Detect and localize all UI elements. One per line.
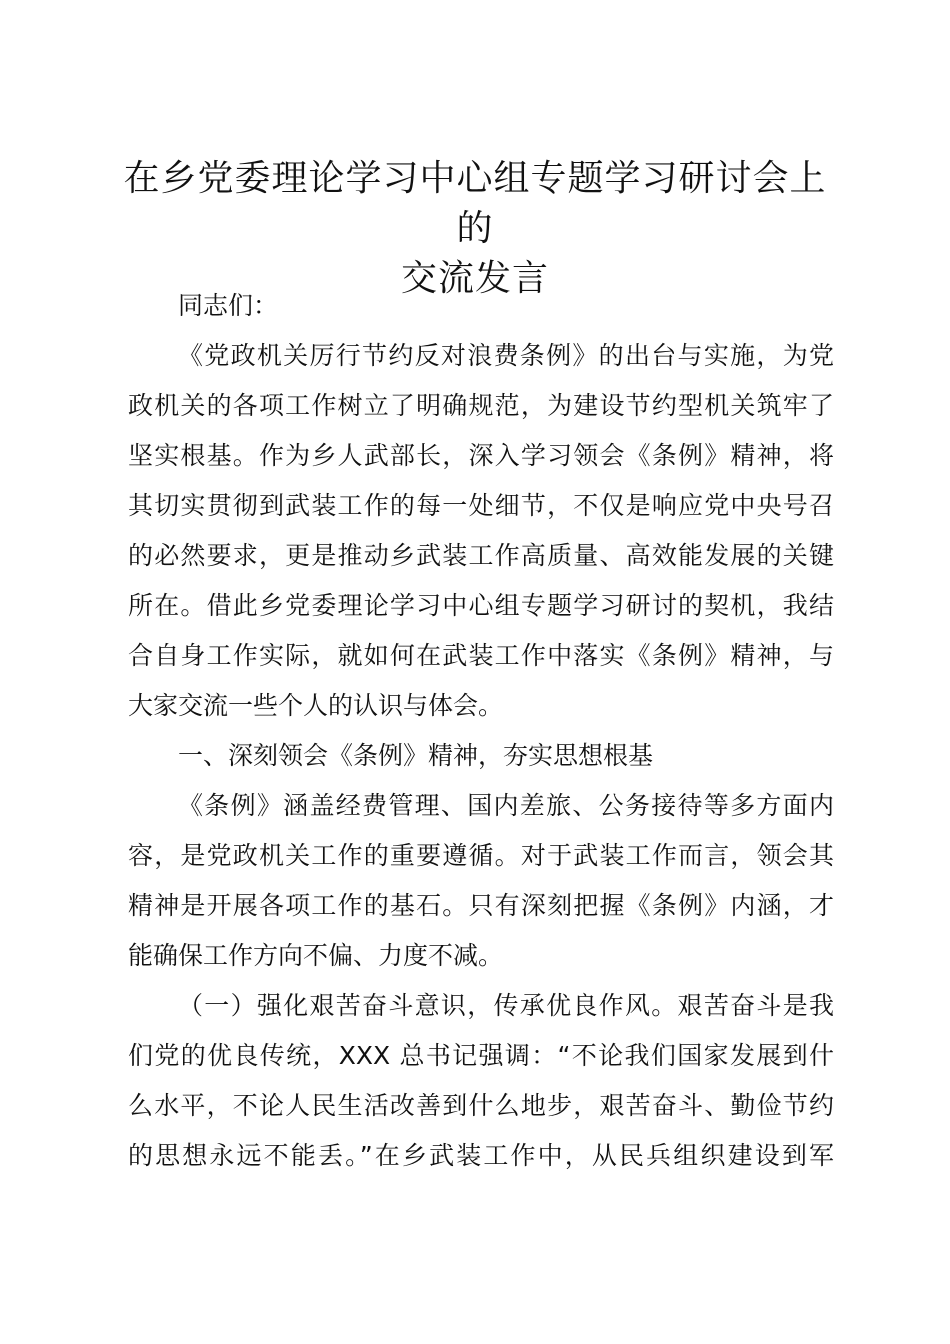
subsection-line: 的思想永远不能丢。”在乡武装工作中，从民兵组织建设到军 — [128, 1141, 834, 1170]
paragraph-line: 合自身工作实际，就如何在武装工作中落实《条例》精神，与 — [128, 641, 834, 670]
title-line-2: 交流发言 — [400, 258, 549, 299]
paragraph-line: 其切实贯彻到武装工作的每一处细节，不仅是响应党中央号召 — [128, 491, 834, 520]
document-body — [128, 281, 834, 1181]
paragraph-line: 大家交流一些个人的认识与体会。 — [128, 691, 504, 720]
section-heading: 一、深刻领会《条例》精神，夯实思想根基 — [178, 741, 654, 770]
salutation: 同志们： — [178, 291, 279, 320]
subsection-line: （一）强化艰苦奋斗意识，传承优良作风。艰苦奋斗是我 — [178, 991, 834, 1020]
title-line-1: 在乡党委理论学习中心组专题学习研讨会上的 — [123, 158, 827, 249]
subsection-line: 们党的优良传统，XXX 总书记强调：“不论我们国家发展到什 — [128, 1041, 834, 1070]
paragraph-line: 政机关的各项工作树立了明确规范，为建设节约型机关筑牢了 — [128, 391, 834, 420]
subsection-line: 么水平，不论人民生活改善到什么地步，艰苦奋斗、勤俭节约 — [128, 1091, 834, 1120]
paragraph-line: 容，是党政机关工作的重要遵循。对于武装工作而言，领会其 — [128, 841, 834, 870]
paragraph-line: 《条例》涵盖经费管理、国内差旅、公务接待等多方面内 — [178, 791, 834, 820]
paragraph-line: 坚实根基。作为乡人武部长，深入学习领会《条例》精神，将 — [128, 441, 834, 470]
paragraph-line: 的必然要求，更是推动乡武装工作高质量、高效能发展的关键 — [128, 541, 834, 570]
paragraph-line: 《党政机关厉行节约反对浪费条例》的出台与实施，为党 — [178, 341, 834, 370]
paragraph-line: 所在。借此乡党委理论学习中心组专题学习研讨的契机，我结 — [128, 591, 834, 620]
paragraph-line: 精神是开展各项工作的基石。只有深刻把握《条例》内涵，才 — [128, 891, 834, 920]
paragraph-line: 能确保工作方向不偏、力度不减。 — [128, 941, 504, 970]
